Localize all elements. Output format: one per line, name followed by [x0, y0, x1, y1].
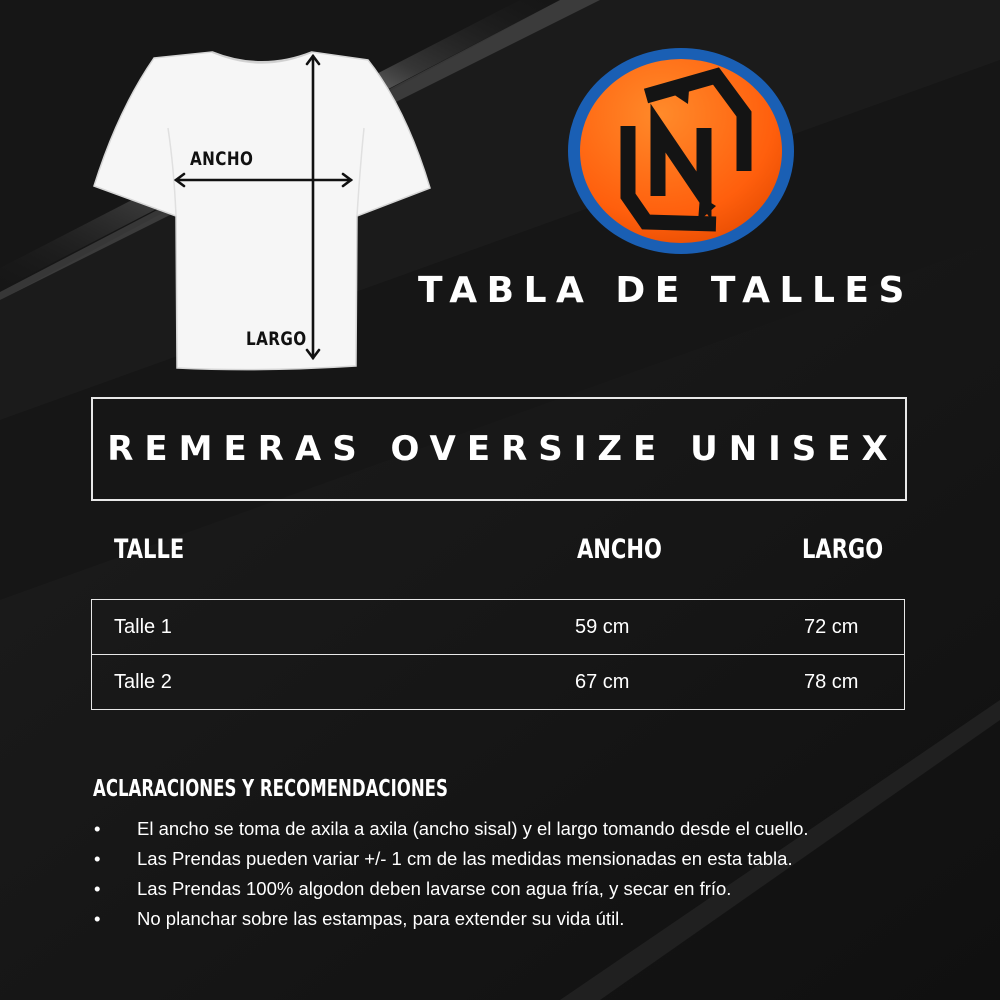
list-item: [93, 818, 953, 848]
note-text: Las Prendas 100% algodon deben lavarse con agua fría, y secar en frío.: [137, 878, 732, 899]
cell-talle: Talle 2: [114, 671, 172, 693]
note-text: Las Prendas pueden variar +/- 1 cm de las medidas mensionadas en esta tabla.: [137, 848, 793, 869]
bullet-icon: •: [94, 848, 101, 869]
notes-title: ACLARACIONES Y RECOMENDACIONES: [93, 776, 448, 802]
product-title-box: [91, 397, 907, 501]
cell-largo: 78 cm: [804, 671, 859, 693]
note-text: No planchar sobre las estampas, para extender su vida útil.: [137, 908, 625, 929]
list-item: [93, 848, 953, 878]
brand-logo-icon: [566, 46, 796, 256]
bullet-icon: •: [94, 818, 101, 839]
col-header-largo: LARGO: [802, 534, 884, 565]
bullet-icon: •: [94, 878, 101, 899]
table-row: [92, 655, 904, 709]
note-text: El ancho se toma de axila a axila (ancho sisal) y el largo tomando desde el cuello.: [137, 818, 809, 839]
cell-talle: Talle 1: [114, 616, 172, 638]
cell-largo: 72 cm: [804, 616, 859, 638]
cell-ancho: 59 cm: [575, 616, 630, 638]
page-title: TABLA DE TALLES: [418, 270, 914, 311]
table-row: [92, 600, 904, 655]
col-header-talle: TALLE: [114, 534, 185, 565]
notes-list: [93, 818, 953, 938]
list-item: [93, 878, 953, 908]
ancho-label: ANCHO: [190, 148, 254, 170]
size-table: [91, 599, 905, 710]
largo-label: LARGO: [246, 328, 307, 350]
tshirt-illustration: [92, 48, 432, 373]
bullet-icon: •: [94, 908, 101, 929]
col-header-ancho: ANCHO: [577, 534, 662, 565]
product-title: REMERAS OVERSIZE UNISEX: [107, 429, 899, 469]
list-item: [93, 908, 953, 938]
cell-ancho: 67 cm: [575, 671, 630, 693]
